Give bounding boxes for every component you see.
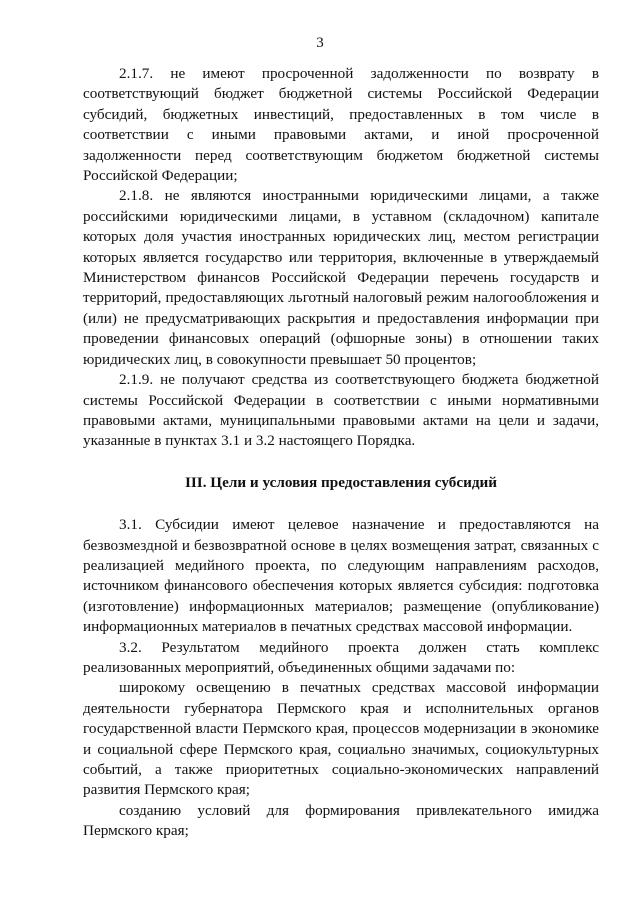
spacer xyxy=(83,452,599,473)
spacer xyxy=(83,493,599,515)
paragraph-2-1-9: 2.1.9. не получают средства из соответствующего бюджета бюджетной системы Российской Федерации в соответствии с иными нормативными правовыми актами, муниципальными правовыми актами на цели и задачи, указанные в пунктах 3.1 и 3.2 настоящего Порядка. xyxy=(83,371,599,450)
paragraph-2-1-7: 2.1.7. не имеют просроченной задолженности по возврату в соответствующий бюджет бюджетной системы Российской Федерации субсидий, бюджетных инвестиций, предоставленных в том числе в соответствии с иными правовыми актами, и иной просроченной задолженности перед соответствующим бюджетом бюджетной системы Российской Федерации; xyxy=(83,65,599,185)
paragraph-2-1-8: 2.1.8. не являются иностранными юридическими лицами, а также российскими юридическими лицами, в уставном (складочном) капитале которых доля участия иностранных юридических лиц, местом регистрации которых является государство или территория, включенные в утверждаемый Министерством финансов Российской Федерации перечень государств и территорий, предоставляющих льготный налоговый режим налогообложения и (или) не предусматривающих раскрытия и предоставления информации при проведении финансовых операций (офшорные зоны) в отношении таких юридических лиц, в совокупности превышает 50 процентов; xyxy=(83,187,599,368)
paragraph-3-1: 3.1. Субсидии имеют целевое назначение и предоставляются на безвозмездной и безвозвратной основе в целях возмещения затрат, связанных с реализацией медийного проекта, по следующим направлениям расходов, источником финансового обеспечения которых является субсидия: подготовка (изготовление) информационных материалов; размещение (опубликование) информационных материалов в печатных средствах массовой информации. xyxy=(83,516,599,636)
paragraph-3-2: 3.2. Результатом медийного проекта должен стать комплекс реализованных мероприятий, объединенных общими задачами по: xyxy=(83,638,599,676)
paragraph-task-coverage: широкому освещению в печатных средствах массовой информации деятельности губернатора Пермского края и исполнительных органов государственной власти Пермского края, процессов модернизации в экономике и социальной сфере Пермского края, социально значимых, социокультурных событий, а также приоритетных социально-экономических направлений развития Пермского края; xyxy=(83,679,599,799)
page-number: 3 xyxy=(316,35,324,51)
section-heading: III. Цели и условия предоставления субсидий xyxy=(184,473,498,491)
paragraph-task-image: созданию условий для формирования привлекательного имиджа Пермского края; xyxy=(83,801,599,840)
document-body xyxy=(83,64,599,842)
